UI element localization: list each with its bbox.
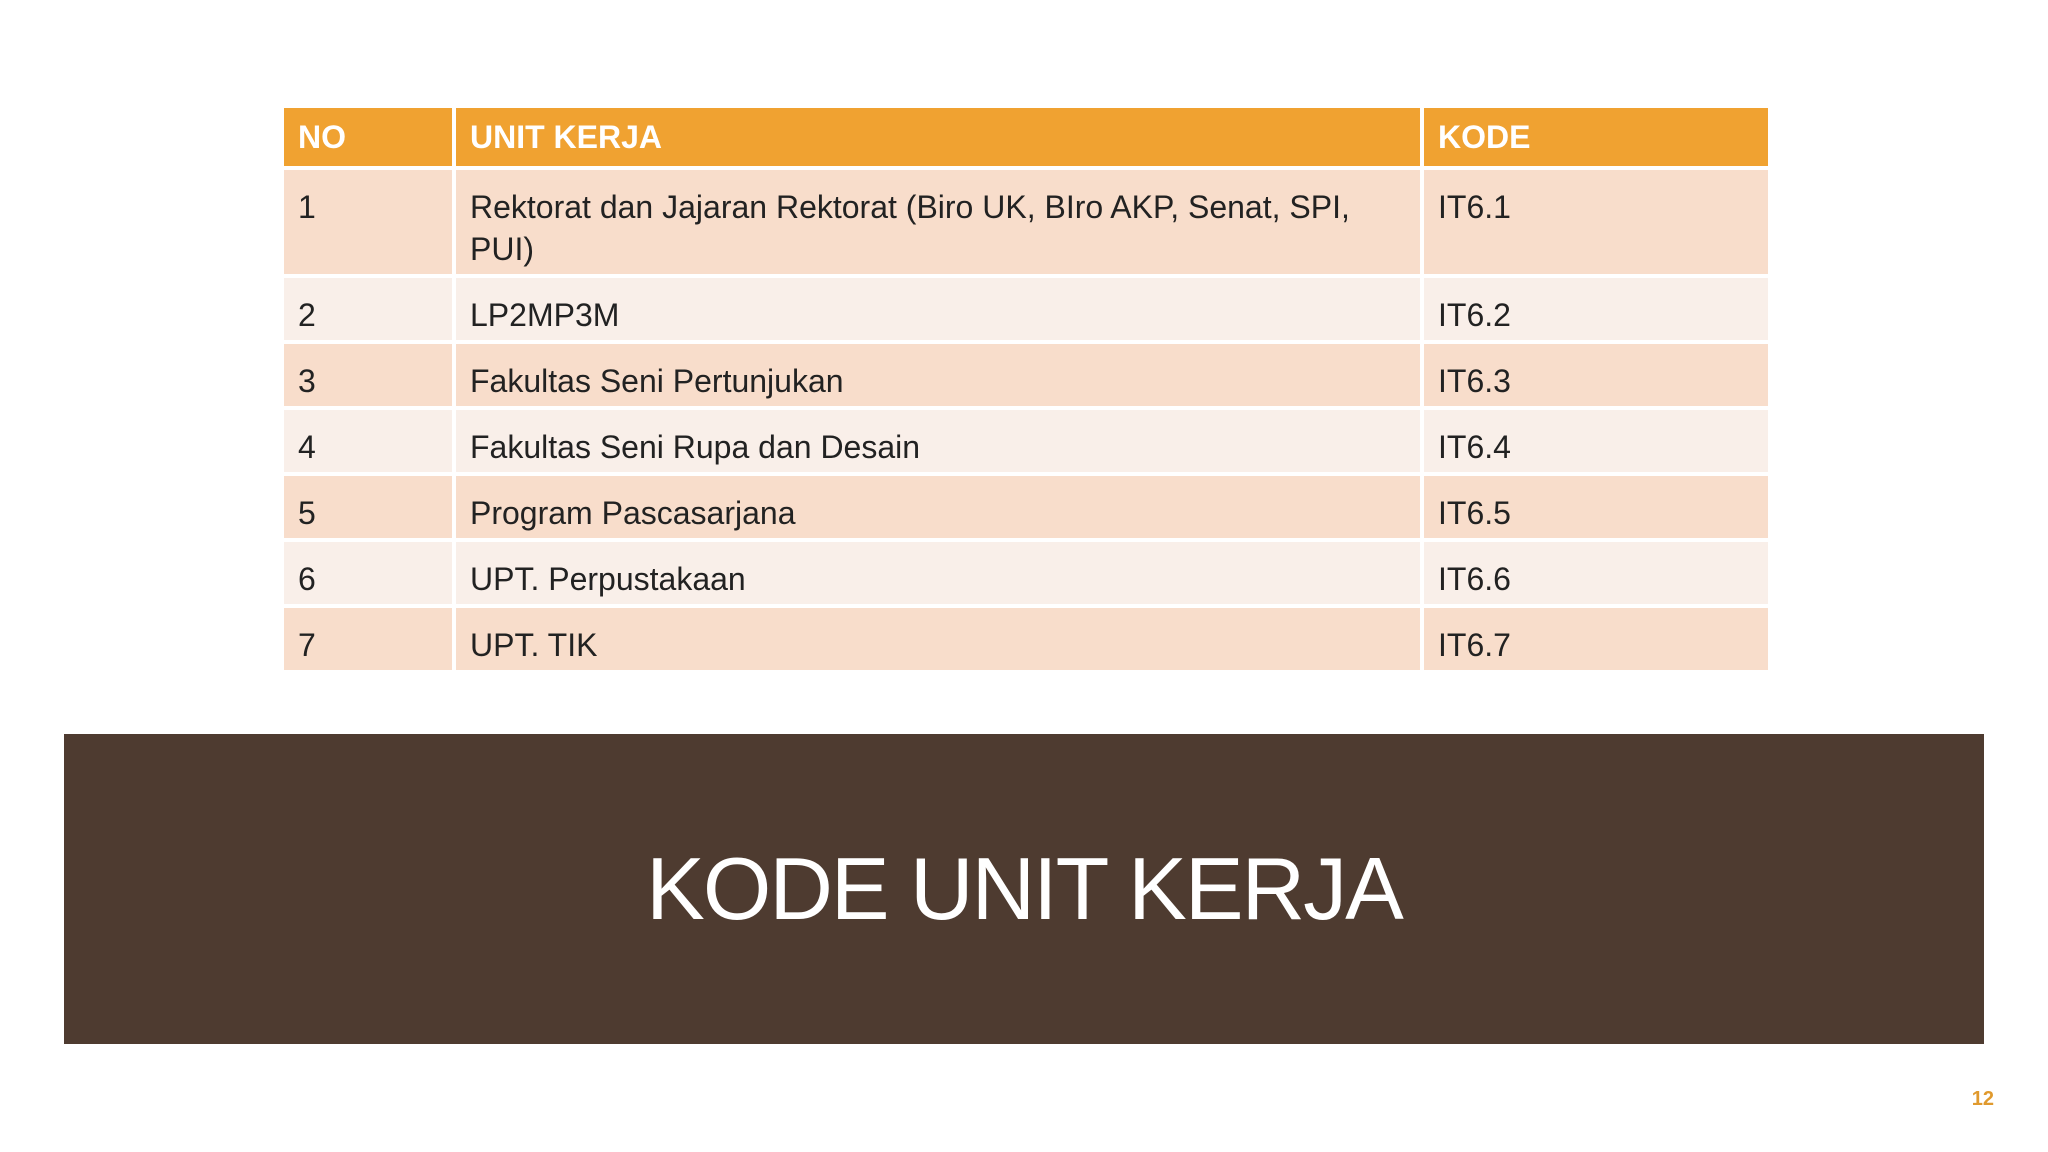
cell-unit-kerja: LP2MP3M xyxy=(456,278,1420,340)
table-row xyxy=(284,278,1768,340)
table-header xyxy=(284,108,1768,166)
header-unit-kerja: UNIT KERJA xyxy=(456,108,1420,166)
table-row xyxy=(284,170,1768,274)
cell-unit-kerja: UPT. Perpustakaan xyxy=(456,542,1420,604)
cell-kode: IT6.1 xyxy=(1424,170,1768,274)
page-number: 12 xyxy=(1971,1088,1994,1110)
table-row xyxy=(284,410,1768,472)
title-band xyxy=(64,734,1984,1044)
cell-unit-kerja: Program Pascasarjana xyxy=(456,476,1420,538)
cell-kode: IT6.6 xyxy=(1424,542,1768,604)
cell-kode: IT6.7 xyxy=(1424,608,1768,670)
cell-kode: IT6.3 xyxy=(1424,344,1768,406)
cell-unit-kerja: Rektorat dan Jajaran Rektorat (Biro UK, BIro AKP, Senat, SPI, PUI) xyxy=(456,170,1420,274)
cell-no: 2 xyxy=(284,278,452,340)
table-body xyxy=(284,170,1768,670)
cell-kode: IT6.5 xyxy=(1424,476,1768,538)
cell-unit-kerja: Fakultas Seni Pertunjukan xyxy=(456,344,1420,406)
table-header-row xyxy=(284,108,1768,166)
cell-kode: IT6.4 xyxy=(1424,410,1768,472)
slide-title: KODE UNIT KERJA xyxy=(646,839,1402,938)
cell-no: 5 xyxy=(284,476,452,538)
table-row xyxy=(284,608,1768,670)
header-no: NO xyxy=(284,108,452,166)
cell-no: 6 xyxy=(284,542,452,604)
cell-no: 1 xyxy=(284,170,452,274)
cell-no: 3 xyxy=(284,344,452,406)
cell-unit-kerja: UPT. TIK xyxy=(456,608,1420,670)
cell-no: 7 xyxy=(284,608,452,670)
cell-kode: IT6.2 xyxy=(1424,278,1768,340)
table-row xyxy=(284,542,1768,604)
unit-code-table xyxy=(280,104,1772,674)
table-row xyxy=(284,476,1768,538)
cell-no: 4 xyxy=(284,410,452,472)
cell-unit-kerja: Fakultas Seni Rupa dan Desain xyxy=(456,410,1420,472)
table-row xyxy=(284,344,1768,406)
header-kode: KODE xyxy=(1424,108,1768,166)
